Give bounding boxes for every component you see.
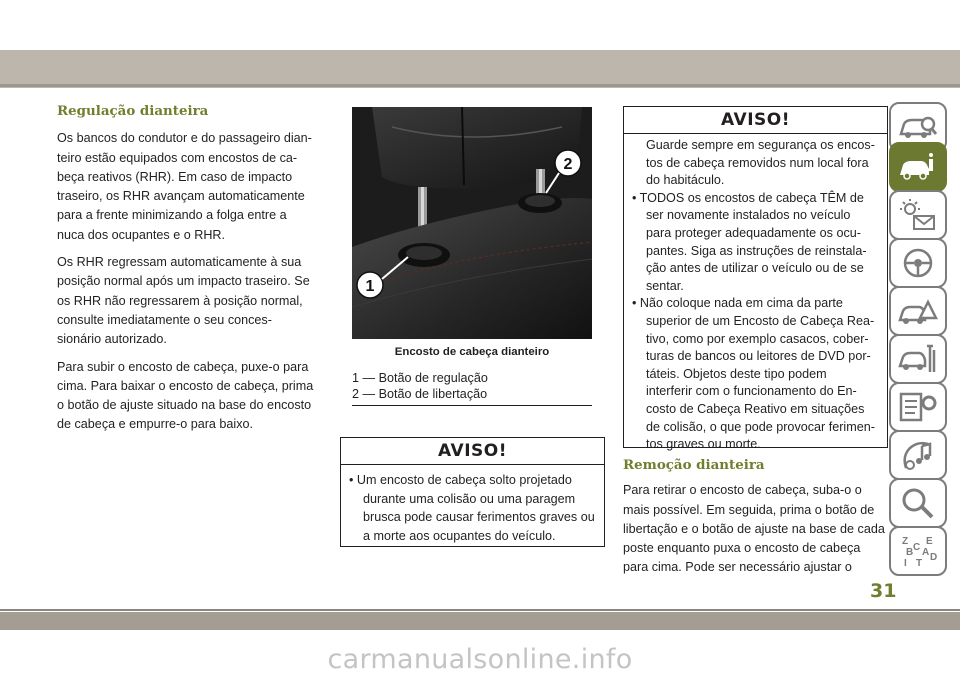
legend-item-1: 1 — Botão de regulação (352, 371, 488, 385)
warning-box-loose-headrest (340, 437, 605, 547)
checklist-gear-icon (898, 390, 938, 424)
warning-line: táteis. Objetos deste tipo podem (646, 366, 827, 381)
index-letter: Z (902, 536, 909, 547)
text-line: mais possível. Em seguida, prima o botão de (623, 502, 875, 517)
steering-airbag-icon (898, 246, 938, 280)
tab-chapter-10-index[interactable] (889, 526, 947, 576)
warning-line: • TODOS os encostos de cabeça TÊM de (632, 190, 864, 205)
text-line: consulte imediatamente o seu conces- (57, 312, 272, 327)
bottom-band (0, 612, 960, 630)
callout-number-1: 1 (365, 278, 375, 295)
warning-body (624, 134, 887, 460)
text-line: teiro estão equipados com encostos de ca- (57, 150, 298, 165)
index-letter: B (906, 547, 914, 558)
tab-chapter-7[interactable] (889, 382, 947, 432)
car-magnifier-icon (898, 110, 938, 144)
warning-line: ção antes de utilizar o veículo ou de se (646, 261, 864, 276)
index-letter: T (916, 558, 923, 568)
headrest-photo (352, 107, 592, 339)
text-line: Para retirar o encosto de cabeça, suba-o o (623, 483, 862, 498)
text-line: Os RHR regressam automaticamente à sua (57, 255, 302, 270)
warning-line: tos graves ou morte. (646, 437, 761, 452)
text-line: posição normal após um impacto traseiro. Se (57, 274, 310, 289)
paragraph-3 (57, 358, 321, 435)
tab-chapter-9[interactable] (889, 478, 947, 528)
tab-chapter-8[interactable] (889, 430, 947, 480)
warning-body (341, 465, 604, 552)
legend-item-2: 2 — Botão de libertação (352, 387, 488, 401)
warning-line: Guarde sempre em segurança os encos- (646, 138, 875, 152)
section-heading-remocao: Remoção dianteira (623, 457, 765, 473)
text-line: para cima. Pode ser necessário ajustar o (623, 560, 852, 575)
magnifier-icon (898, 486, 938, 520)
warning-line: costo de Cabeça Reativo em situações (646, 401, 865, 416)
text-line: nuca dos ocupantes e o RHR. (57, 227, 226, 242)
text-line: sionário autorizado. (57, 332, 167, 347)
text-line: traseiro, os RHR avançam automaticamente (57, 189, 305, 204)
tab-chapter-3[interactable] (889, 190, 947, 240)
text-line: beça reativos (RHR). Em caso de impacto (57, 169, 293, 184)
alphabet-index-icon (898, 534, 938, 568)
paragraph-removal (623, 481, 888, 577)
warning-line: • Não coloque nada em cima da parte (632, 296, 843, 311)
callout-number-2: 2 (563, 156, 573, 173)
text-line: Para subir o encosto de cabeça, puxe-o para (57, 359, 309, 374)
tab-chapter-2-active[interactable] (889, 142, 947, 192)
figure-legend (352, 370, 592, 402)
paragraph-2 (57, 253, 321, 349)
text-line: para a frente minimizando a folga entre a (57, 208, 287, 223)
warning-box-headrest-storage (623, 106, 888, 452)
warning-line: brusca pode causar ferimentos graves ou (363, 510, 595, 525)
music-navigation-icon (898, 438, 938, 472)
warning-line: • Um encosto de cabeça solto projetado (349, 473, 572, 487)
bottom-rule (0, 609, 960, 611)
warning-line: a morte aos ocupantes do veículo. (363, 529, 556, 544)
warning-line: tos de cabeça removidos num local fora (646, 155, 869, 170)
right-column (623, 456, 888, 586)
warning-title: AVISO! (341, 438, 604, 465)
watermark-text: carmanualsonline.info (327, 644, 633, 675)
tab-chapter-5[interactable] (889, 286, 947, 336)
warning-line: interferir com o funcionamento do En- (646, 384, 857, 399)
top-band (0, 50, 960, 88)
car-tools-icon (898, 342, 938, 376)
legend-rule (352, 405, 592, 406)
text-line: os RHR não regressarem à posição normal, (57, 293, 303, 308)
text-line: cima. Para baixar o encosto de cabeça, prima (57, 378, 314, 393)
section-heading-regulacao: Regulação dianteira (57, 103, 209, 119)
warning-line: durante uma colisão ou uma paragem (363, 491, 576, 506)
warning-line: sentar. (646, 278, 684, 293)
text-line: poste enquanto puxa o encosto de cabeça (623, 541, 861, 556)
warning-line: pantes. Siga as instruções de reinstala- (646, 243, 867, 258)
car-warning-triangle-icon (898, 294, 938, 328)
text-line: o botão de ajuste situado na base do encosto (57, 398, 312, 413)
index-letter: D (930, 552, 938, 563)
figure-caption: Encosto de cabeça dianteiro (394, 346, 550, 358)
tab-chapter-6[interactable] (889, 334, 947, 384)
text-line: Os bancos do condutor e do passageiro dian- (57, 131, 312, 146)
warning-line: tivo, como por exemplo casacos, cober- (646, 331, 869, 346)
index-letter: A (922, 547, 930, 558)
text-line: libertação e o botão de ajuste na base de cada (623, 521, 885, 536)
index-letter: C (913, 542, 921, 553)
warning-line: do habitáculo. (646, 173, 725, 188)
warning-line: turas de bancos ou leitores de DVD por- (646, 349, 871, 364)
page-number: 31 (870, 580, 897, 602)
paragraph-1 (57, 129, 321, 245)
car-info-icon (898, 150, 938, 184)
warning-title: AVISO! (624, 107, 887, 134)
top-rule (0, 84, 960, 87)
warning-line: superior de um Encosto de Cabeça Rea- (646, 313, 875, 328)
index-letter: I (904, 558, 907, 568)
warning-line: para proteger adequadamente os ocu- (646, 225, 861, 240)
headrest-illustration (352, 107, 592, 339)
left-column (57, 102, 321, 443)
warning-line: de colisão, o que pode provocar ferimen- (646, 419, 875, 434)
warning-lights-message-icon (898, 198, 938, 232)
text-line: de cabeça e empurre-o para baixo. (57, 417, 254, 432)
warning-line: ser novamente instalados no veículo (646, 208, 851, 223)
index-letter: E (926, 536, 933, 547)
tab-chapter-4[interactable] (889, 238, 947, 288)
